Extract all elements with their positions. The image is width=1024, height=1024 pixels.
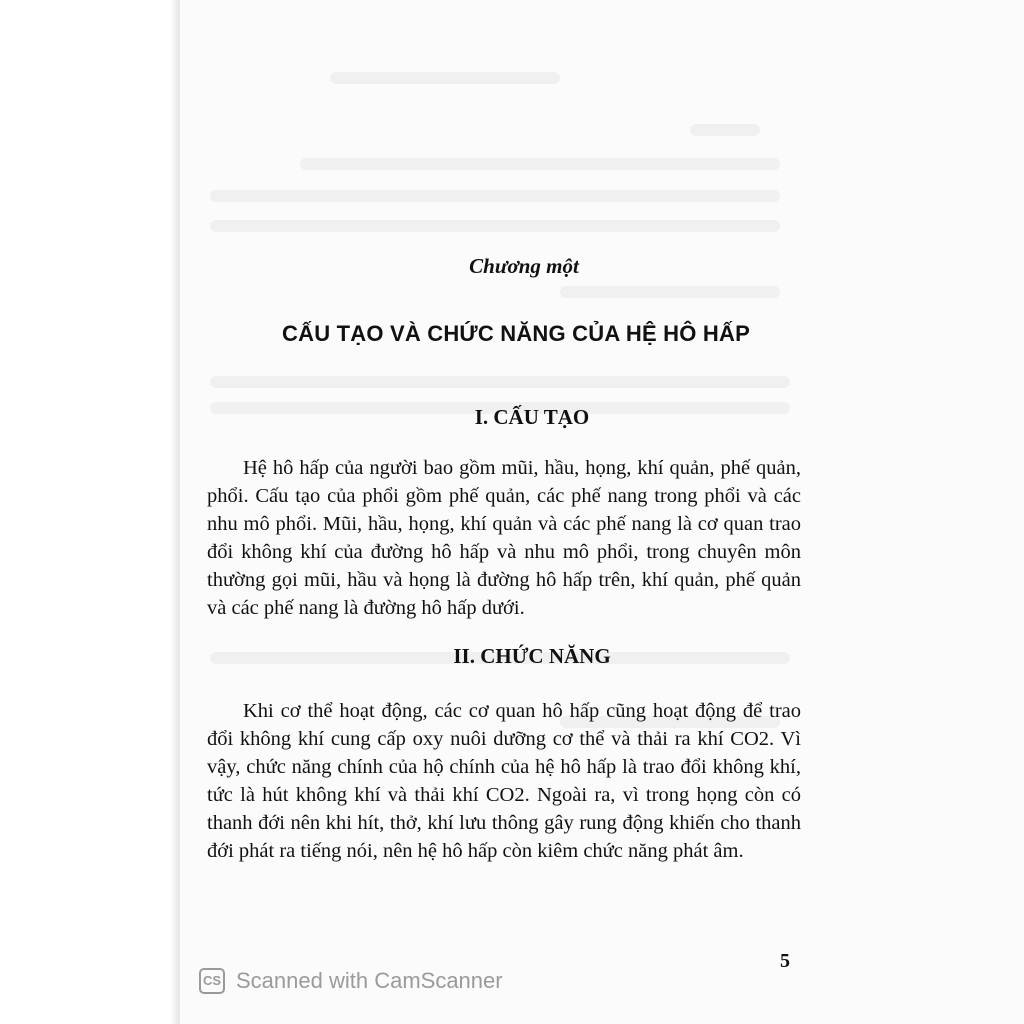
page-number: 5 [780,950,790,972]
section-paragraph-function: Khi cơ thể hoạt động, các cơ quan hô hấp cũng hoạt động để trao đổi không khí cung cấp oxy nuôi dưỡng cơ thể và thải ra khí CO2. Vì vậy, chức năng chính của hộ chính của hệ hô hấp là trao đổi không khí, tức là hút không khí và thải khí CO2. Ngoài ra, vì trong họng còn có thanh đới nên khi hít, thở, khí lưu thông gây rung động khiến cho thanh đới phát ra tiếng nói, nên hệ hô hấp còn kiêm chức năng phát âm. [207,700,801,862]
section-heading-structure: I. CẤU TẠO [474,405,590,429]
section-paragraph-structure: Hệ hô hấp của người bao gồm mũi, hầu, họng, khí quản, phế quản, phổi. Cấu tạo của phổi gồm phế quản, các phế nang trong phổi và các nhu mô phổi. Mũi, hầu, họng, khí quản và các phế nang là cơ quan trao đổi không khí của đường hô hấp và nhu mô phổi, trong chuyên môn thường gọi mũi, hầu và họng là đường hô hấp trên, khí quản, phế quản và các phế nang là đường hô hấp dưới. [207,457,801,619]
scanner-watermark: Scanned with CamScanner [236,968,503,993]
page-content [207,250,801,865]
section-heading-function: II. CHỨC NĂNG [453,644,611,668]
chapter-label: Chương một [469,254,579,278]
camscanner-logo-icon: CS [199,968,225,994]
chapter-title: CẤU TẠO VÀ CHỨC NĂNG CỦA HỆ HÔ HẤP [282,321,750,346]
